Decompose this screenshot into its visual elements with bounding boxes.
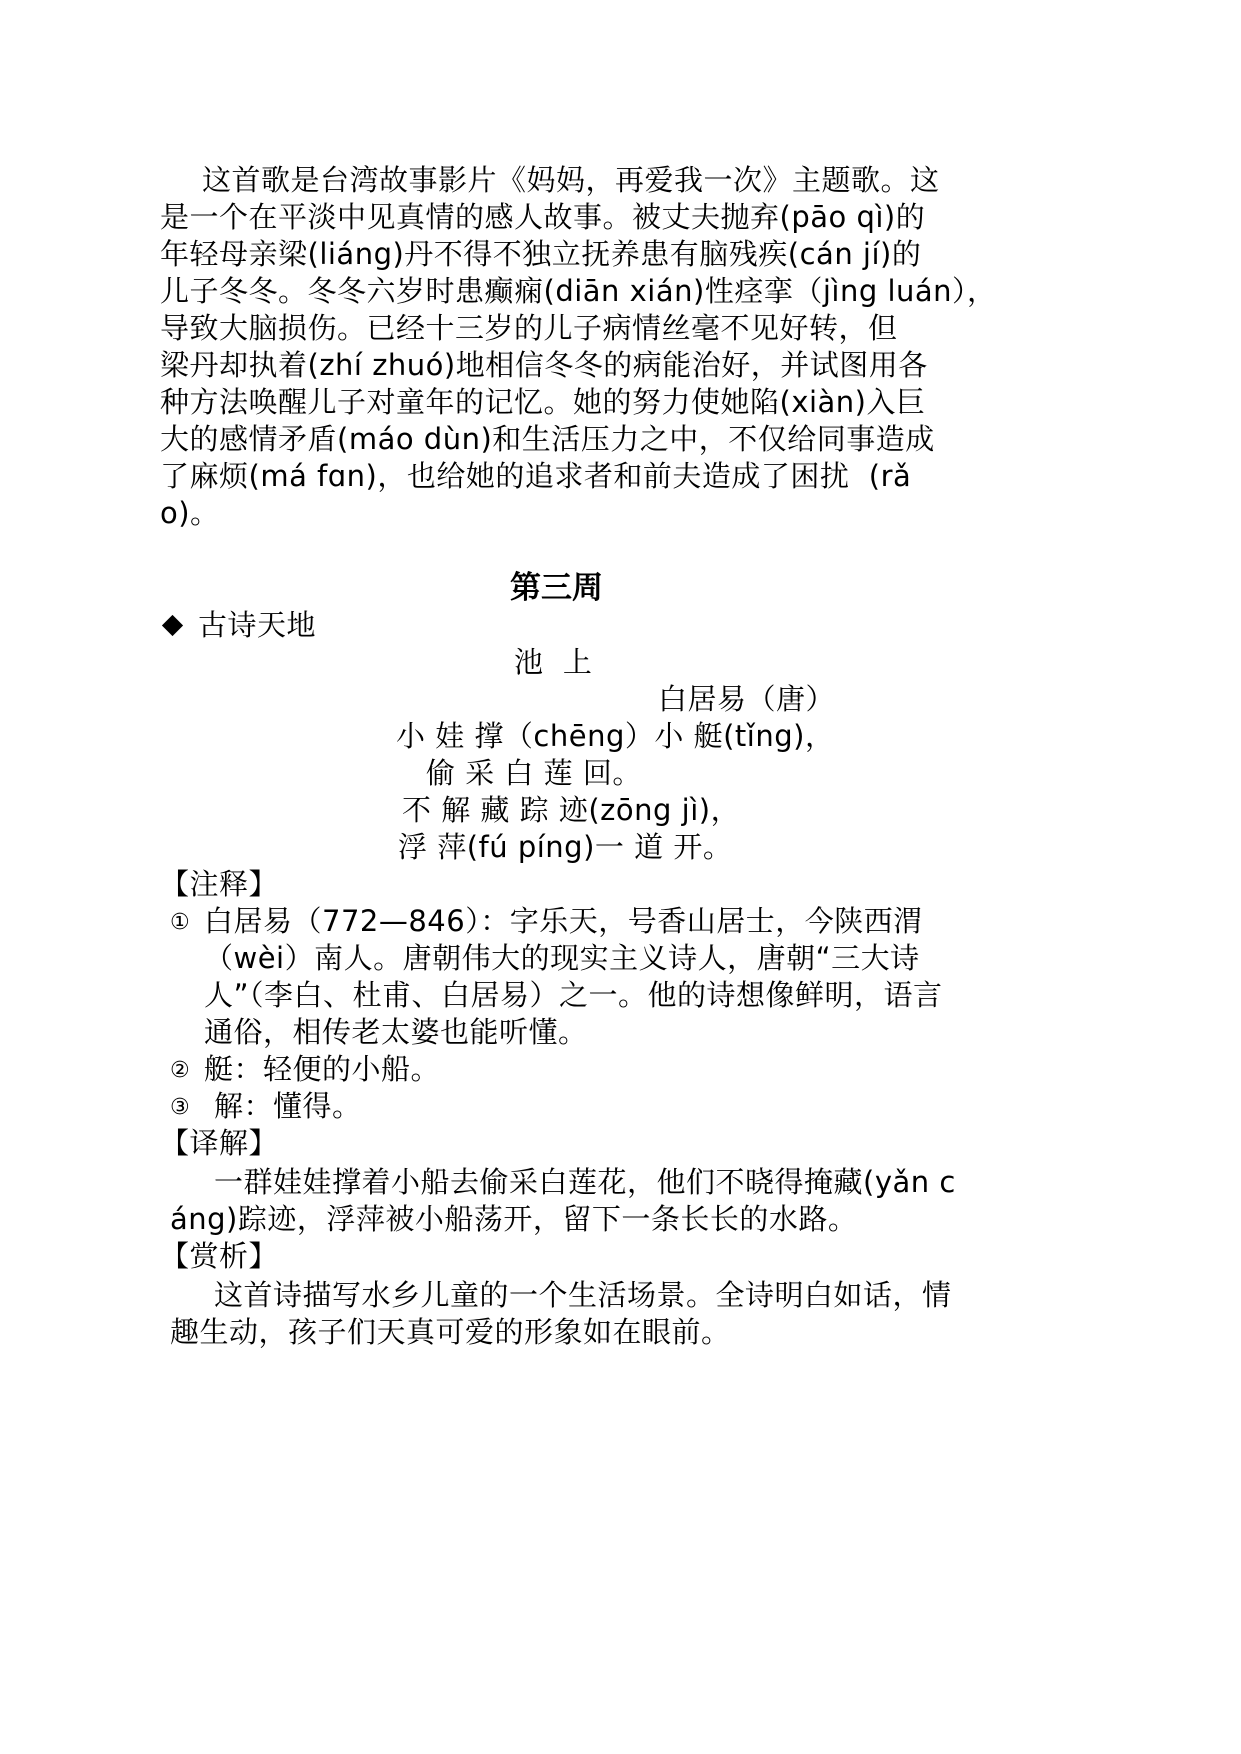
intro-line: 了麻烦(má fɑn)，也给她的追求者和前夫造成了困扰 (rǎ: [160, 459, 912, 493]
note-marker: ②: [170, 1058, 190, 1083]
translation-header: 【译解】: [160, 1126, 279, 1160]
note-marker: ③: [170, 1095, 190, 1120]
poem-author: 白居易（唐）: [658, 682, 836, 716]
intro-line: 梁丹却执着(zhí zhuó)地相信冬冬的病能治好，并试图用各: [160, 348, 928, 382]
diamond-bullet-icon: [162, 615, 183, 636]
week-title: 第三周: [510, 570, 603, 606]
note-line: 解：懂得。: [214, 1089, 362, 1123]
poem-title: 池 上: [514, 645, 593, 679]
note-line: 通俗，相传老太婆也能听懂。: [204, 1015, 588, 1049]
section-label: 古诗天地: [198, 608, 317, 642]
notes-header: 【注释】: [160, 867, 279, 901]
note-marker: ①: [170, 910, 190, 935]
note-line: 艇：轻便的小船。: [204, 1052, 441, 1086]
translation-line: 一群娃娃撑着小船去偷采白莲花，他们不晓得掩藏(yǎn c: [214, 1165, 956, 1199]
note-line: 白居易（772—846）：字乐天，号香山居士，今陕西渭: [204, 904, 923, 938]
intro-line: 种方法唤醒儿子对童年的记忆。她的努力使她陷(xiàn)入巨: [160, 385, 926, 419]
intro-line: 儿子冬冬。冬冬六岁时患癫痫(diān xián)性痉挛（jìng luán），: [160, 274, 997, 308]
intro-line: 导致大脑损伤。已经十三岁的儿子病情丝毫不见好转，但: [160, 311, 898, 345]
poem-line: 小 娃 撑（chēng）小 艇(tǐng)，: [396, 719, 835, 753]
intro-line: 是一个在平淡中见真情的感人故事。被丈夫抛弃(pāo qì)的: [160, 200, 926, 234]
intro-line: 年轻母亲梁(liáng)丹不得不独立抚养患有脑残疾(cán jí)的: [160, 237, 922, 271]
intro-line: 大的感情矛盾(máo dùn)和生活压力之中，不仅给同事造成: [160, 422, 935, 456]
note-line: 人”（李白、杜甫、白居易）之一。他的诗想像鲜明，语言: [204, 978, 943, 1012]
appreciation-line: 趣生动，孩子们天真可爱的形象如在眼前。: [170, 1315, 731, 1349]
poem-line: 偷 采 白 莲 回。: [426, 756, 642, 790]
appreciation-header: 【赏析】: [160, 1239, 279, 1273]
translation-line: áng)踪迹，浮萍被小船荡开，留下一条长长的水路。: [170, 1202, 858, 1236]
intro-line: o)。: [160, 496, 220, 530]
appreciation-line: 这首诗描写水乡儿童的一个生活场景。全诗明白如话，情: [214, 1278, 952, 1312]
note-line: （wèi）南人。唐朝伟大的现实主义诗人，唐朝“三大诗: [204, 941, 920, 975]
poem-line: 不 解 藏 踪 迹(zōng jì)，: [402, 793, 741, 827]
intro-line: 这首歌是台湾故事影片《妈妈，再爱我一次》主题歌。这: [202, 163, 940, 197]
poem-line: 浮 萍(fú píng)一 道 开。: [398, 830, 733, 864]
